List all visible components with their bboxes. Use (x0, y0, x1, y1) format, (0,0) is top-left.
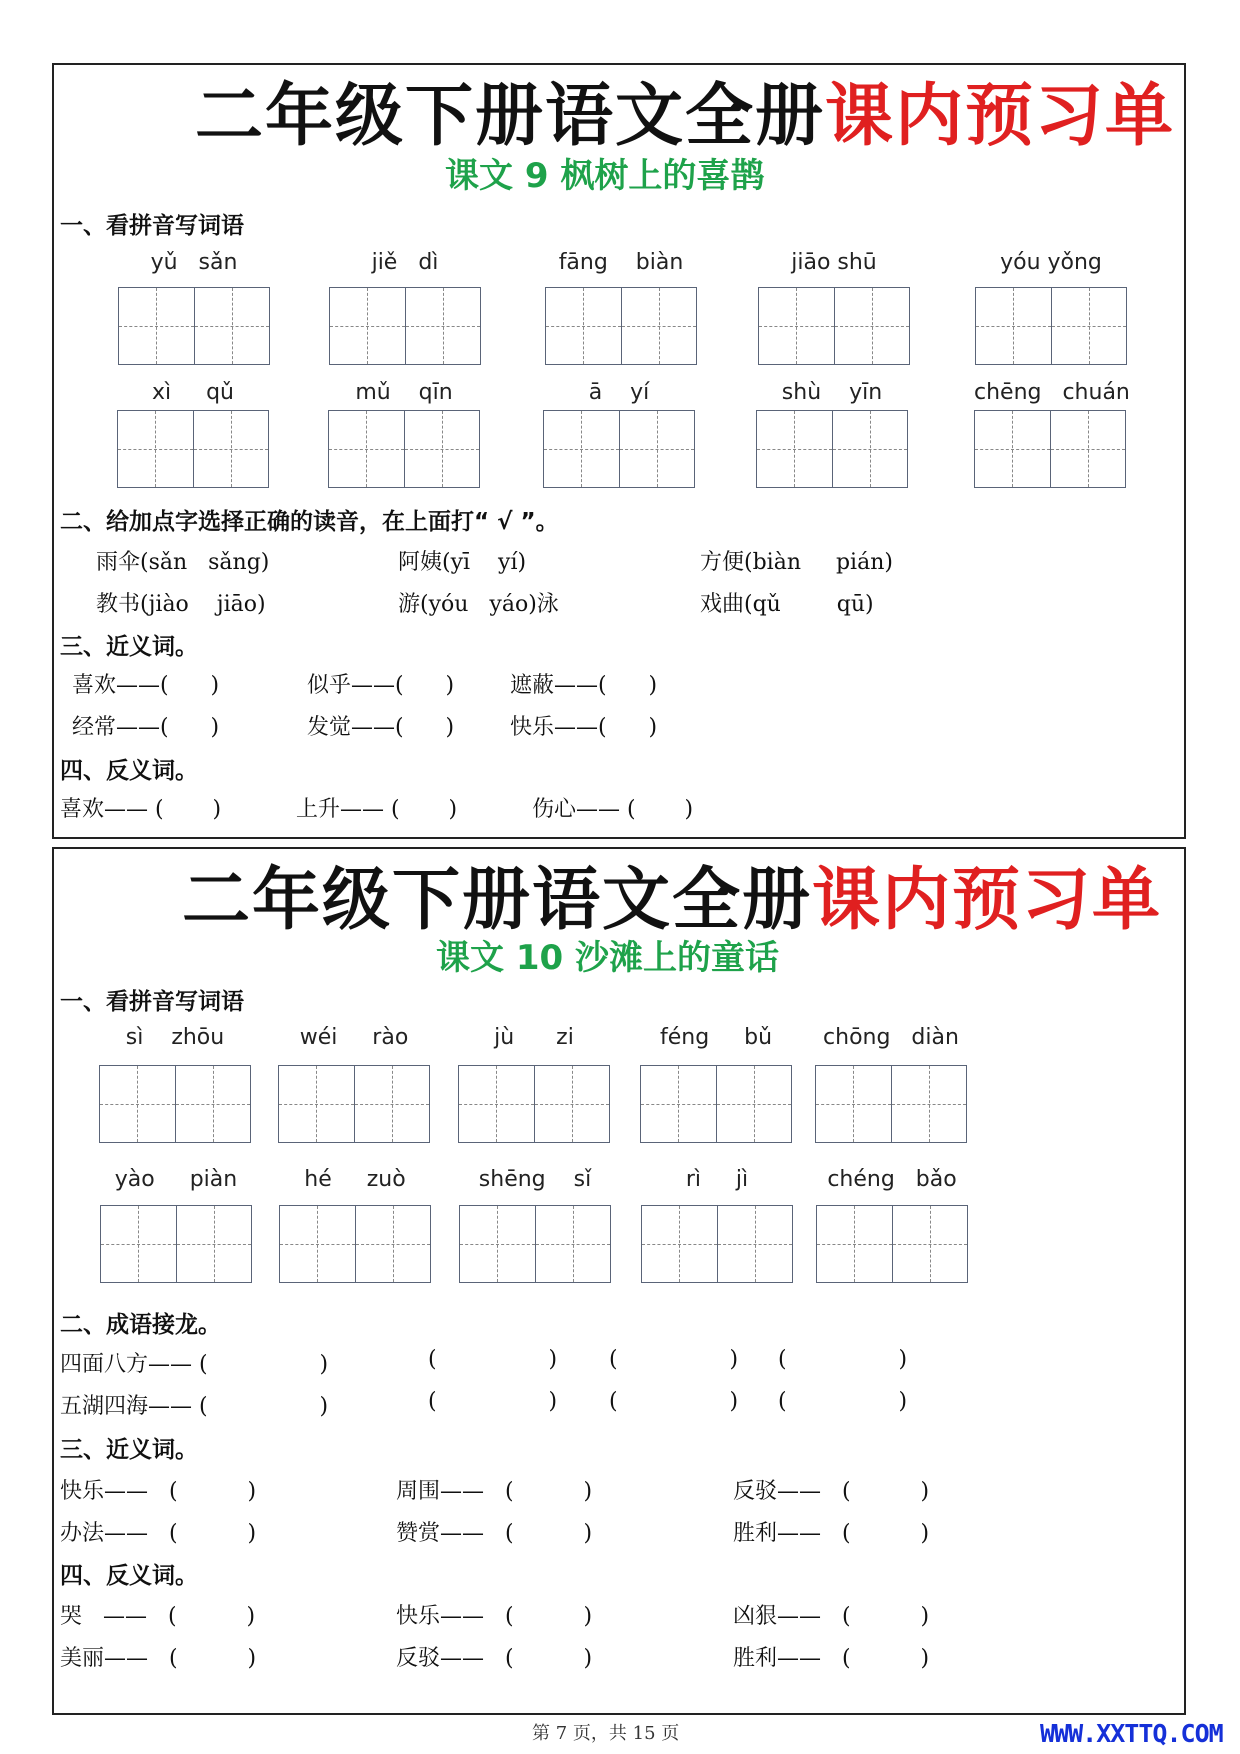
lesson10-sec4-heading: 四、反义词。 (60, 1563, 198, 1589)
antonym-item[interactable]: 伤心—— ( ) (532, 797, 694, 822)
pinyin: yóu yǒng (1000, 250, 1102, 275)
reading-choice[interactable]: 雨伞(sǎn sǎng) (96, 550, 270, 575)
antonym-item[interactable]: 喜欢—— ( ) (60, 797, 222, 822)
writing-grid[interactable] (545, 287, 697, 365)
pinyin: chéng bǎo (827, 1167, 957, 1192)
lesson10-sec2-heading: 二、成语接龙。 (60, 1312, 221, 1338)
writing-grid[interactable] (975, 287, 1127, 365)
writing-grid[interactable] (815, 1065, 967, 1143)
synonym-item[interactable]: 遮蔽——( ) (510, 673, 658, 698)
lesson10-sec1-heading: 一、看拼音写词语 (60, 989, 244, 1015)
writing-grid[interactable] (641, 1205, 793, 1283)
lesson9-sec4-heading: 四、反义词。 (60, 758, 198, 784)
idiom-chain-item[interactable]: ( ) (778, 1389, 908, 1414)
antonym-item[interactable]: 美丽—— ( ) (60, 1646, 257, 1671)
writing-grid[interactable] (279, 1205, 431, 1283)
writing-grid[interactable] (328, 410, 480, 488)
writing-grid[interactable] (816, 1205, 968, 1283)
writing-grid[interactable] (756, 410, 908, 488)
pinyin: wéi rào (299, 1025, 409, 1050)
writing-grid[interactable] (974, 410, 1126, 488)
writing-grid[interactable] (459, 1205, 611, 1283)
writing-grid[interactable] (458, 1065, 610, 1143)
writing-grid[interactable] (329, 287, 481, 365)
pinyin: shēng sǐ (478, 1167, 592, 1192)
antonym-item[interactable]: 快乐—— ( ) (396, 1604, 593, 1629)
idiom-chain-item[interactable]: ( ) (778, 1347, 908, 1372)
pinyin: chōng diàn (823, 1025, 959, 1050)
pinyin: jiě dì (371, 250, 439, 275)
pinyin: jiāo shū (791, 250, 877, 275)
site-watermark[interactable]: WWW.XXTTQ.COM (1040, 1719, 1223, 1748)
antonym-item[interactable]: 上升—— ( ) (296, 797, 458, 822)
synonym-item[interactable]: 赞赏—— ( ) (396, 1521, 593, 1546)
pinyin: sì zhōu (125, 1025, 225, 1050)
title-red: 课内预习单 (812, 860, 1163, 940)
synonym-item[interactable]: 经常——( ) (72, 715, 220, 740)
idiom-chain-item[interactable]: ( ) (428, 1347, 558, 1372)
synonym-item[interactable]: 周围—— ( ) (396, 1479, 593, 1504)
pinyin: xì qǔ (151, 380, 234, 405)
synonym-item[interactable]: 快乐——( ) (510, 715, 658, 740)
idiom-chain-item[interactable]: 五湖四海—— ( ) (60, 1394, 329, 1419)
antonym-item[interactable]: 哭 —— ( ) (60, 1604, 256, 1629)
pinyin: rì jì (685, 1167, 749, 1192)
reading-choice[interactable]: 游(yóu yáo)泳 (398, 592, 559, 617)
writing-grid[interactable] (100, 1205, 252, 1283)
lesson10-subtitle: 课文 10 沙滩上的童话 (436, 938, 779, 978)
title-main: 二年级下册语文全册 (182, 860, 813, 940)
antonym-item[interactable]: 反驳—— ( ) (396, 1646, 593, 1671)
pinyin: shù yīn (781, 380, 883, 405)
pinyin: yǔ sǎn (150, 250, 238, 275)
antonym-item[interactable]: 凶狠—— ( ) (733, 1604, 930, 1629)
synonym-item[interactable]: 胜利—— ( ) (733, 1521, 930, 1546)
pinyin: yào piàn (114, 1167, 238, 1192)
pinyin: jù zi (494, 1025, 574, 1050)
reading-choice[interactable]: 戏曲(qǔ qū) (700, 592, 874, 617)
writing-grid[interactable] (117, 410, 269, 488)
writing-grid[interactable] (543, 410, 695, 488)
page-title (182, 846, 1162, 943)
idiom-chain-item[interactable]: ( ) (428, 1389, 558, 1414)
pinyin: fāng biàn (558, 250, 684, 275)
synonym-item[interactable]: 喜欢——( ) (72, 673, 220, 698)
title-main: 二年级下册语文全册 (195, 76, 826, 156)
lesson9-subtitle: 课文 9 枫树上的喜鹊 (445, 156, 765, 196)
lesson9-sec1-heading: 一、看拼音写词语 (60, 213, 244, 239)
writing-grid[interactable] (99, 1065, 251, 1143)
synonym-item[interactable]: 发觉——( ) (307, 715, 455, 740)
reading-choice[interactable]: 教书(jiào jiāo) (96, 592, 266, 617)
idiom-chain-item[interactable]: ( ) (609, 1389, 739, 1414)
lesson9-sec2-heading: 二、给加点字选择正确的读音，在上面打“ √ ”。 (60, 509, 559, 535)
idiom-chain-item[interactable]: ( ) (609, 1347, 739, 1372)
page-title (195, 62, 1175, 159)
reading-choice[interactable]: 阿姨(yī yí) (398, 550, 527, 575)
synonym-item[interactable]: 快乐—— ( ) (60, 1479, 257, 1504)
title-red: 课内预习单 (825, 76, 1176, 156)
writing-grid[interactable] (278, 1065, 430, 1143)
pinyin: mǔ qīn (355, 380, 453, 405)
reading-choice[interactable]: 方便(biàn pián) (700, 550, 893, 575)
antonym-item[interactable]: 胜利—— ( ) (733, 1646, 930, 1671)
pinyin: ā yí (588, 380, 650, 405)
pinyin: hé zuò (304, 1167, 406, 1192)
pinyin: féng bǔ (659, 1025, 773, 1050)
writing-grid[interactable] (640, 1065, 792, 1143)
idiom-chain-item[interactable]: 四面八方—— ( ) (60, 1352, 329, 1377)
lesson9-sec3-heading: 三、近义词。 (60, 634, 198, 660)
writing-grid[interactable] (118, 287, 270, 365)
lesson10-sec3-heading: 三、近义词。 (60, 1437, 198, 1463)
synonym-item[interactable]: 办法—— ( ) (60, 1521, 257, 1546)
pinyin: chēng chuán (974, 380, 1130, 405)
page-number: 第 7 页，共 15 页 (532, 1723, 680, 1744)
writing-grid[interactable] (758, 287, 910, 365)
synonym-item[interactable]: 似乎——( ) (307, 673, 455, 698)
synonym-item[interactable]: 反驳—— ( ) (733, 1479, 930, 1504)
